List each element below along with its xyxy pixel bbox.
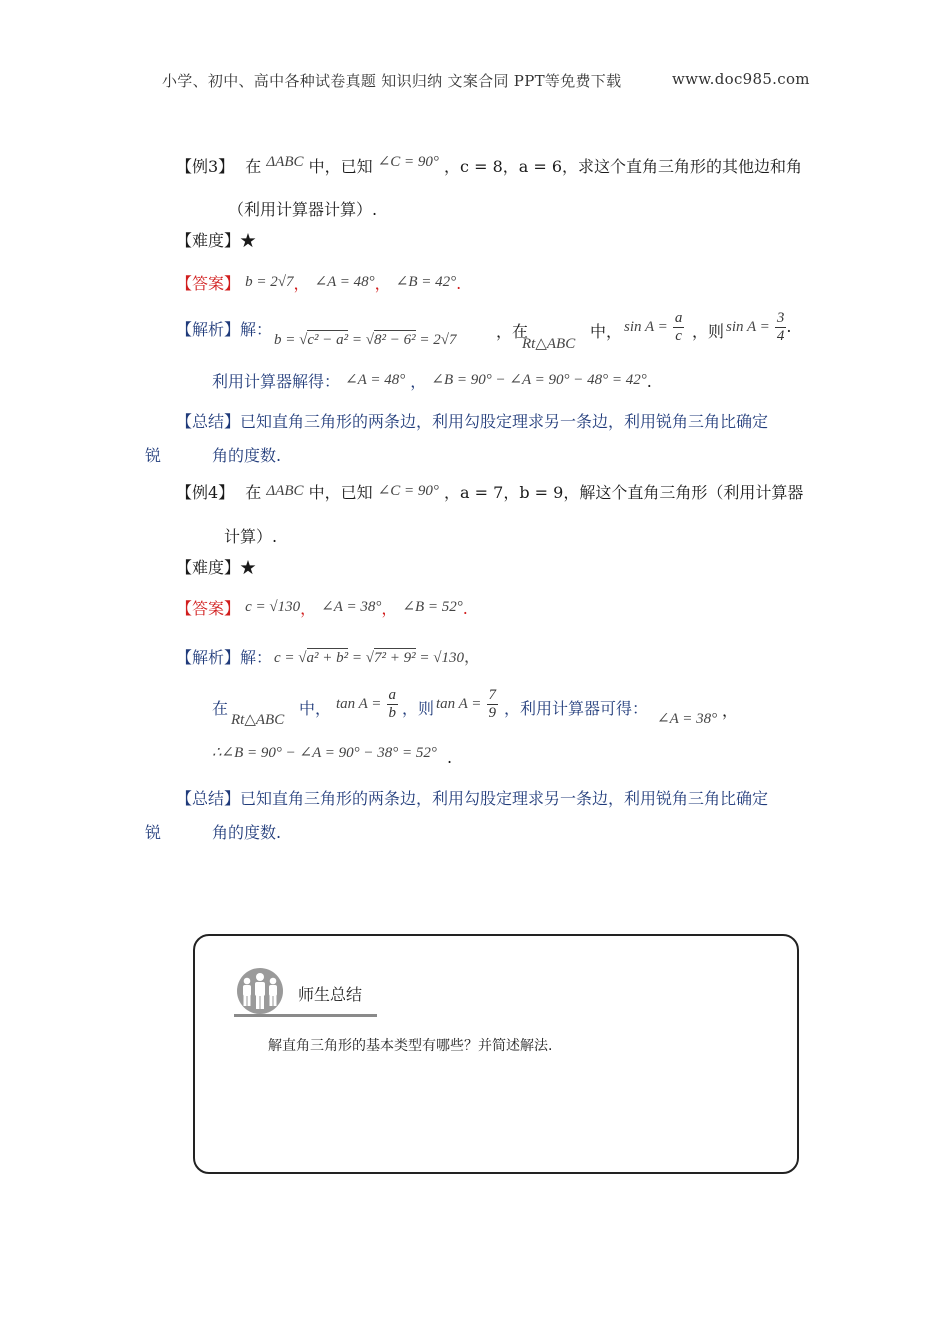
tangent-definition: tan A = $\frac{a}{b}$ <box>336 687 397 721</box>
example-3-question: 【例3】 在 ΔABC 中，已知 ∠C = 90° ，c = 8，a = 6，求这个直角三角形的其他边和角 <box>176 154 803 176</box>
example-4-question: 【例4】 在 ΔABC 中，已知 ∠C = 90° ，a = 7，b = 9，解这个直角三角形（利用计算器 <box>176 483 804 502</box>
answer-label: 【答案】 <box>176 274 241 293</box>
example-tag: 【例3】 <box>176 157 235 176</box>
right-angle-condition: ∠C = 90° <box>377 483 439 499</box>
example-4-pythagoras: c = √a² + b² = √7² + 9² = √130， <box>274 649 480 666</box>
answer-label: 【答案】 <box>176 599 241 618</box>
triangle-label: ΔABC <box>266 154 304 170</box>
example-4-angle-b: ∴∠B = 90° − ∠A = 90° − 38° = 52° <box>212 745 437 761</box>
example-4-summary: 【总结】已知直角三角形的两条边，利用勾股定理求另一条边，利用锐角三角比确定 <box>176 789 769 808</box>
example-4-difficulty: 【难度】★ <box>176 558 257 577</box>
sine-definition: sin A = $\frac{a}{c}$ <box>624 310 683 344</box>
example-3-question-cont: （利用计算器计算）. <box>228 200 378 219</box>
example-4-answer: 【答案】 c = √130， ∠A = 38°， ∠B = 52°. <box>176 599 468 618</box>
summary-box-title: 师生总结 <box>298 985 363 1004</box>
example-4-question-cont: 计算）. <box>224 527 278 546</box>
example-3-summary: 【总结】已知直角三角形的两条边，利用勾股定理求另一条边，利用锐角三角比确定 <box>176 412 769 431</box>
example-3-pythagoras: b = √c² − a² = √8² − 6² = 2√7 <box>274 332 457 348</box>
example-3-answer: 【答案】 b = 2√7， ∠A = 48°， ∠B = 42°. <box>176 274 462 293</box>
example-4-solution-label: 【解析】解： <box>176 648 273 667</box>
sine-value: sin A = $\frac{3}{4}$ . <box>726 310 792 344</box>
star-icon: ★ <box>240 558 257 577</box>
example-3-calc-line: 利用计算器解得： ∠A = 48° ， ∠B = 90° − ∠A = 90° − 48° = 42°. <box>212 372 652 391</box>
summary-title-underline <box>234 1014 377 1017</box>
right-angle-condition: ∠C = 90° <box>377 154 439 170</box>
example-3-difficulty: 【难度】★ <box>176 231 257 250</box>
header-text: 小学、初中、高中各种试卷真题 知识归纳 文案合同 PPT等免费下载 <box>162 72 622 90</box>
star-icon: ★ <box>240 231 257 250</box>
example-3-solution-label: 【解析】解： <box>176 320 273 339</box>
triangle-label: ΔABC <box>266 483 304 499</box>
header-url: www.doc985.com <box>672 70 810 88</box>
summary-box-question: 解直角三角形的基本类型有哪些？并简述解法. <box>268 1038 553 1054</box>
teacher-students-icon <box>232 966 288 1016</box>
example-tag: 【例4】 <box>176 483 235 502</box>
tangent-value: tan A = $\frac{7}{9}$ <box>436 687 497 721</box>
